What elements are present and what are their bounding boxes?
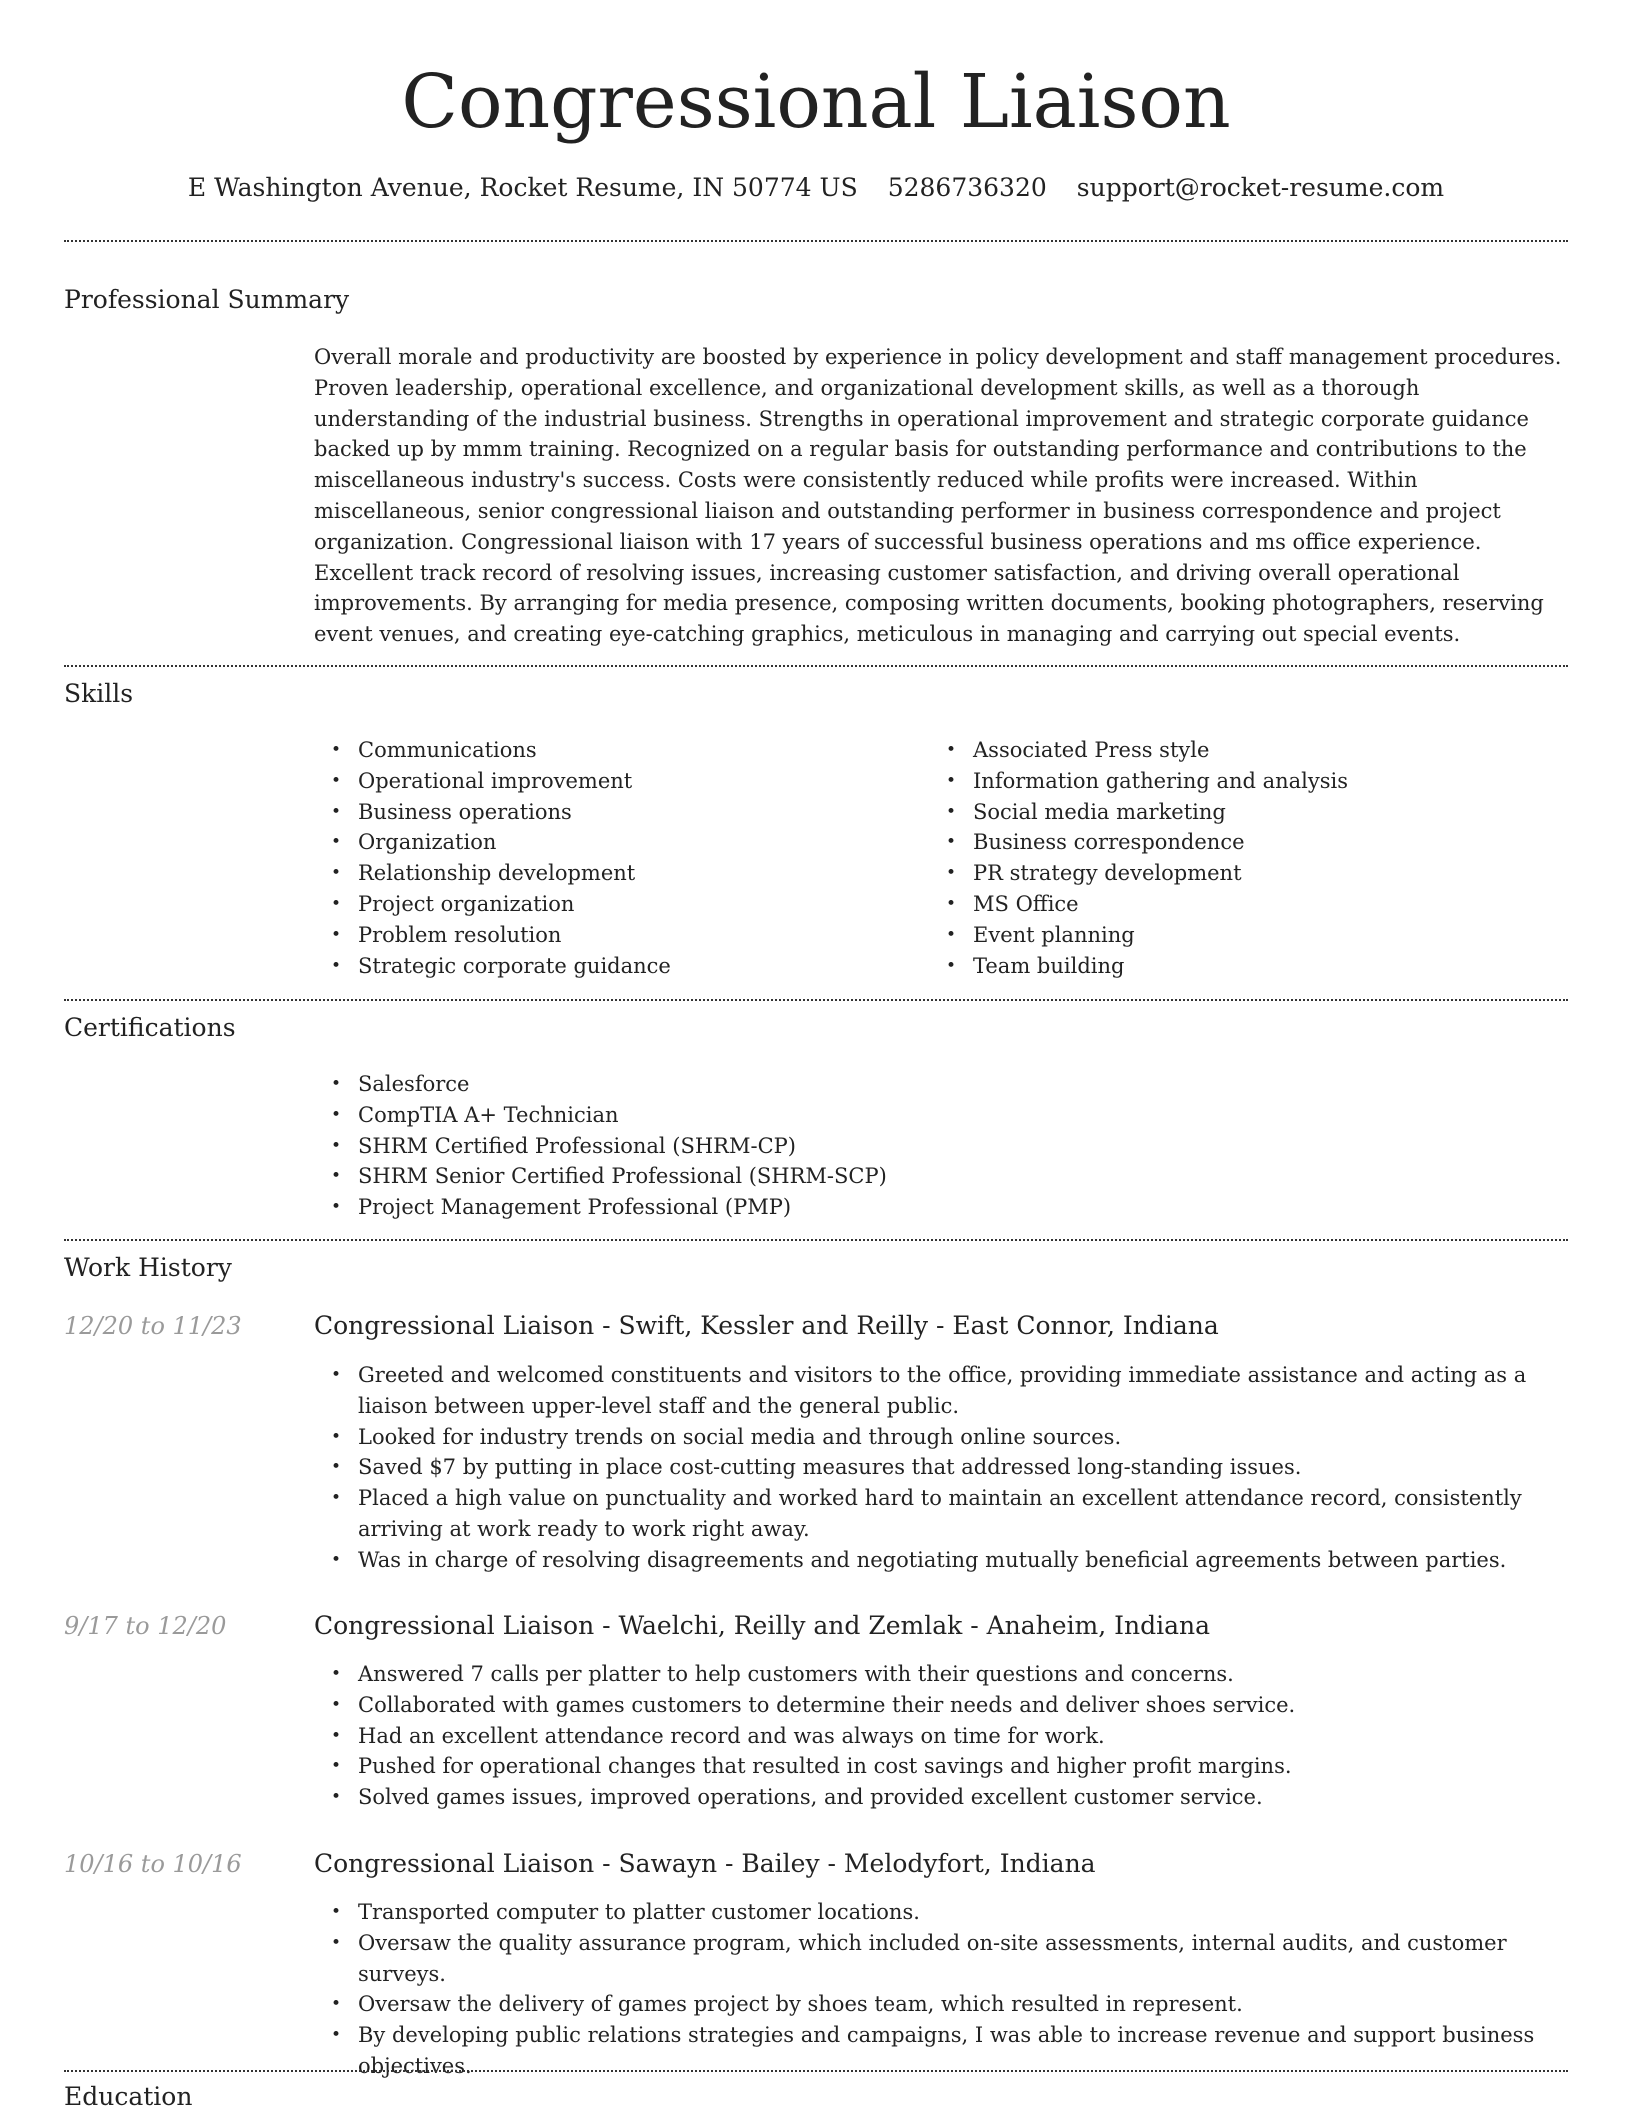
contact-address: E Washington Avenue, Rocket Resume, IN 50774 US [187,173,858,202]
certification-item: • CompTIA A+ Technician [314,1100,1514,1131]
contact-line [0,170,1632,206]
job-bullet: • Had an excellent attendance record and was always on time for work. [314,1721,1564,1752]
section-title-summary: Professional Summary [64,285,350,314]
section-title-certifications: Certifications [64,1013,236,1042]
contact-email: support@rocket-resume.com [1076,173,1445,202]
job-title: Congressional Liaison - Swift, Kessler and Reilly - East Connor, Indiana [314,1311,1219,1340]
skill-item: • Business correspondence [929,827,1549,858]
job-bullet: • Solved games issues, improved operations, and provided excellent customer service. [314,1782,1564,1813]
job-bullet: • By developing public relations strategies and campaigns, I was able to increase revenue and support business objectives. [314,2020,1564,2082]
skill-item: • Organization [314,827,914,858]
section-divider [64,240,1568,242]
certification-item: • SHRM Certified Professional (SHRM-CP) [314,1131,1514,1162]
skill-item: • Information gathering and analysis [929,766,1549,797]
section-divider [64,999,1568,1001]
job-bullet: • Pushed for operational changes that resulted in cost savings and higher profit margins. [314,1751,1564,1782]
certifications-list [314,1069,1514,1223]
certification-item: • Project Management Professional (PMP) [314,1192,1514,1223]
job-bullets [314,1897,1564,2082]
job-bullet: • Greeted and welcomed constituents and visitors to the office, providing immediate assistance and acting as a liaison between upper-level staff and the general public. [314,1360,1564,1422]
skill-item: • Business operations [314,797,914,828]
skills-list-left [314,735,914,981]
contact-phone: 5286736320 [887,173,1047,202]
job-title: Congressional Liaison - Waelchi, Reilly and Zemlak - Anaheim, Indiana [314,1611,1211,1640]
job-bullet: • Answered 7 calls per platter to help customers with their questions and concerns. [314,1659,1564,1690]
skill-item: • Communications [314,735,914,766]
skill-item: • PR strategy development [929,858,1549,889]
resume-name: Congressional Liaison [401,59,1231,145]
job-bullets [314,1659,1564,1813]
skill-item: • Project organization [314,889,914,920]
job-bullet: • Saved $7 by putting in place cost-cutting measures that addressed long-standing issues. [314,1452,1564,1483]
skill-item: • Strategic corporate guidance [314,951,914,982]
certification-item: • SHRM Senior Certified Professional (SHRM-SCP) [314,1161,1514,1192]
section-title-work-history: Work History [64,1253,232,1282]
job-bullet: • Placed a high value on punctuality and worked hard to maintain an excellent attendance record, consistently arriving at work ready to work right away. [314,1483,1564,1545]
job-bullet: • Collaborated with games customers to determine their needs and deliver shoes service. [314,1690,1564,1721]
job-bullet: • Oversaw the delivery of games project by shoes team, which resulted in represent. [314,1989,1564,2020]
job-bullet: • Was in charge of resolving disagreements and negotiating mutually beneficial agreements between parties. [314,1545,1564,1576]
section-divider [64,2070,1568,2072]
skill-item: • Event planning [929,920,1549,951]
job-dates: 10/16 to 10/16 [64,1850,242,1878]
skill-item: • Problem resolution [314,920,914,951]
job-bullet: • Looked for industry trends on social media and through online sources. [314,1422,1564,1453]
section-title-skills: Skills [64,679,134,708]
job-bullets [314,1360,1564,1576]
skill-item: • Team building [929,951,1549,982]
job-dates: 9/17 to 12/20 [64,1612,227,1640]
job-bullet: • Oversaw the quality assurance program, which included on-site assessments, internal audits, and customer surveys. [314,1928,1564,1990]
skill-item: • MS Office [929,889,1549,920]
skill-item: • Associated Press style [929,735,1549,766]
section-title-education: Education [64,2082,193,2111]
summary-text: Overall morale and productivity are boosted by experience in policy development and staff management procedures. Proven leadership, operational excellence, and organizational development skills, as well as a thorough understanding of the industrial business. Strengths in operational improvement and strategic corporate guidance backed up by mmm training. Recognized on a regular basis for outstanding performance and contributions to the miscellaneous industry's success. Costs were consistently reduced while profits were increased. Within miscellaneous, senior congressional liaison and outstanding performer in business correspondence and project organization. Congressional liaison with 17 years of successful business operations and ms office experience. Excellent track record of resolving issues, increasing customer satisfaction, and driving overall operational improvements. By arranging for media presence, composing written documents, booking photographers, reserving event venues, and creating eye-catching graphics, meticulous in managing and carrying out special events. [314,345,1562,647]
skill-item: • Social media marketing [929,797,1549,828]
job-bullet: • Transported computer to platter customer locations. [314,1897,1564,1928]
section-divider [64,1239,1568,1241]
skill-item: • Relationship development [314,858,914,889]
section-divider [64,665,1568,667]
skills-list-right [929,735,1549,981]
job-title: Congressional Liaison - Sawayn - Bailey - Melodyfort, Indiana [314,1849,1096,1878]
job-dates: 12/20 to 11/23 [64,1312,242,1340]
certification-item: • Salesforce [314,1069,1514,1100]
skill-item: • Operational improvement [314,766,914,797]
